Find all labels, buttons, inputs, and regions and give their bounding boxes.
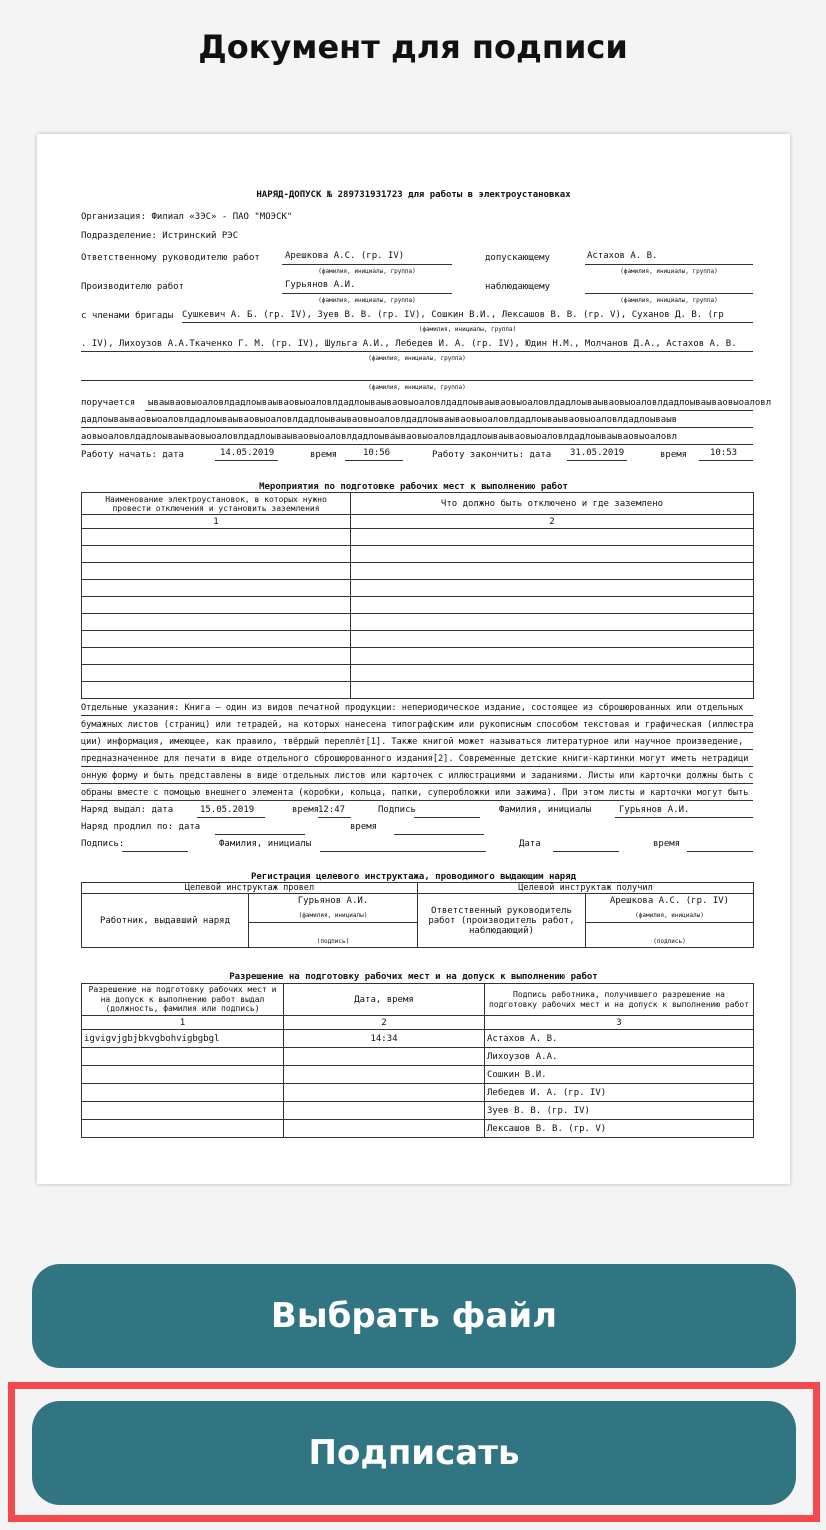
brigade-line2: . IV), Лихоузов А.А.Ткаченко Г. М. (гр. IV), Шульга А.И., Лебедев И. А. (гр. IV), Юдин Н.М., Молчанов Д.А., Астахов А. В.: [81, 339, 737, 349]
brigade-caption: (фамилия, инициалы, группа): [418, 326, 517, 333]
admit-label: допускающему: [485, 253, 551, 263]
notes-line: обраны вместе с помощью внешнего элемента (коробки, кольца, папки, суперобложки или зажима). При этом листы и карточки могут быть: [81, 788, 749, 798]
briefing-right-sign-caption: (подпись): [586, 937, 754, 948]
briefing-left-name: Гурьянов А.И.: [249, 894, 418, 909]
table-row: [82, 563, 754, 580]
table-row: [82, 614, 754, 631]
divider: [81, 427, 753, 428]
divider: [81, 783, 753, 784]
sign2-label: Подпись:: [81, 839, 125, 849]
permit-cell: [82, 1120, 284, 1138]
issued-sign-label: Подпись: [378, 805, 416, 815]
measures-title: Мероприятия по подготовке рабочих мест к выполнению работ: [259, 482, 568, 492]
notes-line: бумажных листов (страниц) или тетрадей, на которых нанесена типографским или рукописным способом текстовая и графическая (иллюстра: [81, 720, 754, 730]
divider: [122, 851, 188, 852]
divider: [414, 817, 480, 818]
briefing-left-caption: (фамилия, инициалы): [249, 909, 418, 923]
divider: [145, 410, 753, 411]
permit-num1: 1: [82, 1016, 284, 1030]
end-time: 10:53: [710, 448, 738, 458]
observer-label: наблюдающему: [485, 282, 551, 292]
table-row: [82, 1084, 754, 1102]
divider: [320, 851, 486, 852]
resp-caption: (фамилия, инициалы, группа): [318, 268, 416, 275]
observer-caption: (фамилия, инициалы, группа): [620, 297, 718, 304]
end-label: Работу закончить: дата: [432, 450, 552, 460]
table-row: [82, 529, 754, 546]
permit-table: [81, 983, 754, 1138]
doc-division: Подразделение: Истринский РЭС: [81, 231, 239, 241]
permit-cell: Лебедев И. А. (гр. IV): [485, 1084, 754, 1102]
divider: [615, 817, 753, 818]
divider: [81, 749, 753, 750]
permit-cell: Лексашов В. В. (гр. V): [485, 1120, 754, 1138]
divider: [81, 351, 753, 352]
start-time: 10:56: [363, 448, 391, 458]
assigned-line2: дадлоываываовыоаловлдадлоываываовыоаловлдадлоываываовыоаловлдадлоываываовыоаловлдадлоываываовыоаловлдадлоываыв: [81, 415, 678, 425]
briefing-right-name: Арешкова А.С. (гр. IV): [586, 894, 754, 909]
briefing-right-header: Целевой инструктаж получил: [418, 883, 754, 894]
time2-label: время: [653, 839, 681, 849]
permit-col1-header: Разрешение на подготовку рабочих мест и на допуск к выполнению работ выдал (должность, фамилия или подпись): [82, 984, 284, 1016]
divider: [567, 460, 627, 461]
focus-highlight: [8, 1382, 820, 1522]
permit-col3-header: Подпись работника, получившего разрешение на подготовку рабочих мест и на допуск к выполнению работ: [485, 984, 754, 1016]
permit-cell: [82, 1048, 284, 1066]
divider: [81, 444, 753, 445]
permit-num2: 2: [284, 1016, 485, 1030]
briefing-table: [81, 882, 754, 948]
permit-col2-header: Дата, время: [284, 984, 485, 1016]
table-row: [82, 682, 754, 699]
divider: [585, 264, 753, 265]
start-date: 14.05.2019: [220, 448, 275, 458]
measures-num1: 1: [82, 515, 351, 529]
table-row: [82, 597, 754, 614]
doc-title: НАРЯД-ДОПУСК № 289731931723 для работы в электроустановках: [256, 190, 571, 200]
permit-cell: Сошкин В.И.: [485, 1066, 754, 1084]
table-row: [82, 1120, 754, 1138]
permit-cell: [284, 1048, 485, 1066]
page-title: Документ для подписи: [198, 28, 628, 66]
permit-cell: [82, 1102, 284, 1120]
permit-cell: [284, 1120, 485, 1138]
divider: [687, 851, 753, 852]
table-row: [82, 1066, 754, 1084]
table-row: [82, 546, 754, 563]
permit-num3: 3: [485, 1016, 754, 1030]
divider: [699, 460, 753, 461]
permit-cell: Лихоузов А.А.: [485, 1048, 754, 1066]
measures-col1-header: Наименование электроустановок, в которых нужно провести отключения и установить заземления: [82, 493, 351, 515]
permit-cell: igvigvjgbjbkvgbohvigbgbgl: [82, 1030, 284, 1048]
assigned-line1: ываываовыоаловлдадлоываываовыоаловлдадлоываываовыоаловлдадлоываываовыоаловлдадлоываываовыоаловлдадлоываываовыоаловл: [148, 398, 772, 408]
divider: [585, 293, 753, 294]
permit-title: Разрешение на подготовку рабочих мест и на допуск к выполнению работ: [229, 972, 598, 982]
date2-label: Дата: [519, 839, 541, 849]
divider: [81, 380, 753, 381]
permit-cell: [82, 1084, 284, 1102]
brigade-caption: (фамилия, инициалы, группа): [368, 384, 466, 391]
briefing-title: Регистрация целевого инструктажа, проводимого выдающим наряд: [250, 872, 577, 882]
permit-cell: Зуев В. В. (гр. IV): [485, 1102, 754, 1120]
extended-label: Наряд продлил по: дата: [81, 822, 201, 832]
prod-value: Гурьянов А.И.: [285, 280, 356, 290]
divider: [81, 732, 753, 733]
divider: [81, 766, 753, 767]
table-row: [82, 1102, 754, 1120]
choose-file-button[interactable]: Выбрать файл: [32, 1264, 796, 1368]
admit-value: Астахов А. В.: [587, 251, 658, 261]
start-label: Работу начать: дата: [81, 450, 184, 460]
assigned-line3: аовыоаловлдадлоываываовыоаловлдадлоываываовыоаловлдадлоываываовыоаловлдадлоываываовыоаловлдадлоываываовыоаловл: [81, 432, 678, 442]
divider: [553, 851, 619, 852]
issued-fio-label: Фамилия, инициалы: [499, 805, 592, 815]
divider: [215, 460, 278, 461]
notes-line: предназначенное для печати в виде отдельного сброшюрованного издания[2]. Современные детские книги-картинки могут иметь нетрадици: [81, 754, 749, 764]
briefing-right-role: Ответственный руководитель работ (производитель работ, наблюдающий): [418, 894, 586, 948]
table-row: [82, 665, 754, 682]
divider: [81, 715, 753, 716]
permit-cell: [82, 1066, 284, 1084]
document-preview[interactable]: [37, 134, 790, 1184]
notes-line: Отдельные указания: Книга — один из видов печатной продукции: непериодическое издание, состоящее из сброшюрованных или отдельных: [81, 703, 744, 713]
issued-fio: Гурьянов А.И.: [619, 805, 690, 815]
permit-cell: Астахов А. В.: [485, 1030, 754, 1048]
issued-label: Наряд выдал: дата: [81, 805, 174, 815]
table-row: [82, 1030, 754, 1048]
extended-time-label: время: [350, 822, 378, 832]
fio2-label: Фамилия, инициалы: [219, 839, 312, 849]
measures-col2-header: Что должно быть отключено и где заземлено: [351, 493, 754, 515]
notes-line: онную форму и быть представлены в виде отдельных листов или карточек с иллюстрациями и заданиями. Листы или карточки должны быть с: [81, 771, 754, 781]
issued-time: 12:47: [318, 805, 346, 815]
divider: [318, 817, 351, 818]
divider: [282, 293, 452, 294]
divider: [282, 264, 452, 265]
brigade-caption: (фамилия, инициалы, группа): [368, 355, 466, 362]
measures-num2: 2: [351, 515, 754, 529]
end-date: 31.05.2019: [570, 448, 625, 458]
divider: [197, 817, 265, 818]
sign-button[interactable]: Подписать: [32, 1401, 796, 1505]
permit-cell: [284, 1102, 485, 1120]
resp-value: Арешкова А.С. (гр. IV): [285, 251, 405, 261]
briefing-right-caption: (фамилия, инициалы): [586, 909, 754, 923]
assigned-label: поручается: [81, 398, 136, 408]
divider: [81, 800, 753, 801]
table-row: [82, 648, 754, 665]
notes-line: ции) информация, имеющее, как правило, твёрдый переплёт[1]. Также книгой может называться литературное или научное произведение,: [81, 737, 744, 747]
permit-cell: [284, 1066, 485, 1084]
briefing-left-sign-caption: (подпись): [249, 937, 418, 948]
resp-label: Ответственному руководителю работ: [81, 253, 260, 263]
briefing-left-header: Целевой инструктаж провел: [82, 883, 418, 894]
divider: [215, 834, 305, 835]
measures-table: [81, 492, 754, 699]
divider: [182, 322, 753, 323]
prod-caption: (фамилия, инициалы, группа): [318, 297, 416, 304]
divider: [345, 460, 403, 461]
doc-org: Организация: Филиал «ЗЭС» - ПАО "МОЭСК": [81, 212, 293, 222]
admit-caption: (фамилия, инициалы, группа): [620, 268, 718, 275]
brigade-label: с членами бригады: [81, 311, 174, 321]
briefing-left-role: Работник, выдавший наряд: [82, 894, 249, 948]
divider: [394, 834, 484, 835]
issued-date: 15.05.2019: [200, 805, 255, 815]
table-row: [82, 1048, 754, 1066]
permit-cell: [284, 1084, 485, 1102]
permit-cell: 14:34: [284, 1030, 485, 1048]
end-time-label: время: [660, 450, 688, 460]
issued-time-label: время: [292, 805, 320, 815]
table-row: [82, 580, 754, 597]
start-time-label: время: [310, 450, 338, 460]
table-row: [82, 631, 754, 648]
brigade-line1: Сушкевич А. Б. (гр. IV), Зуев В. В. (гр. IV), Сошкин В.И., Лексашов В. В. (гр. V), Суханов Д. В. (гр: [182, 310, 724, 320]
prod-label: Производителю работ: [81, 282, 184, 292]
